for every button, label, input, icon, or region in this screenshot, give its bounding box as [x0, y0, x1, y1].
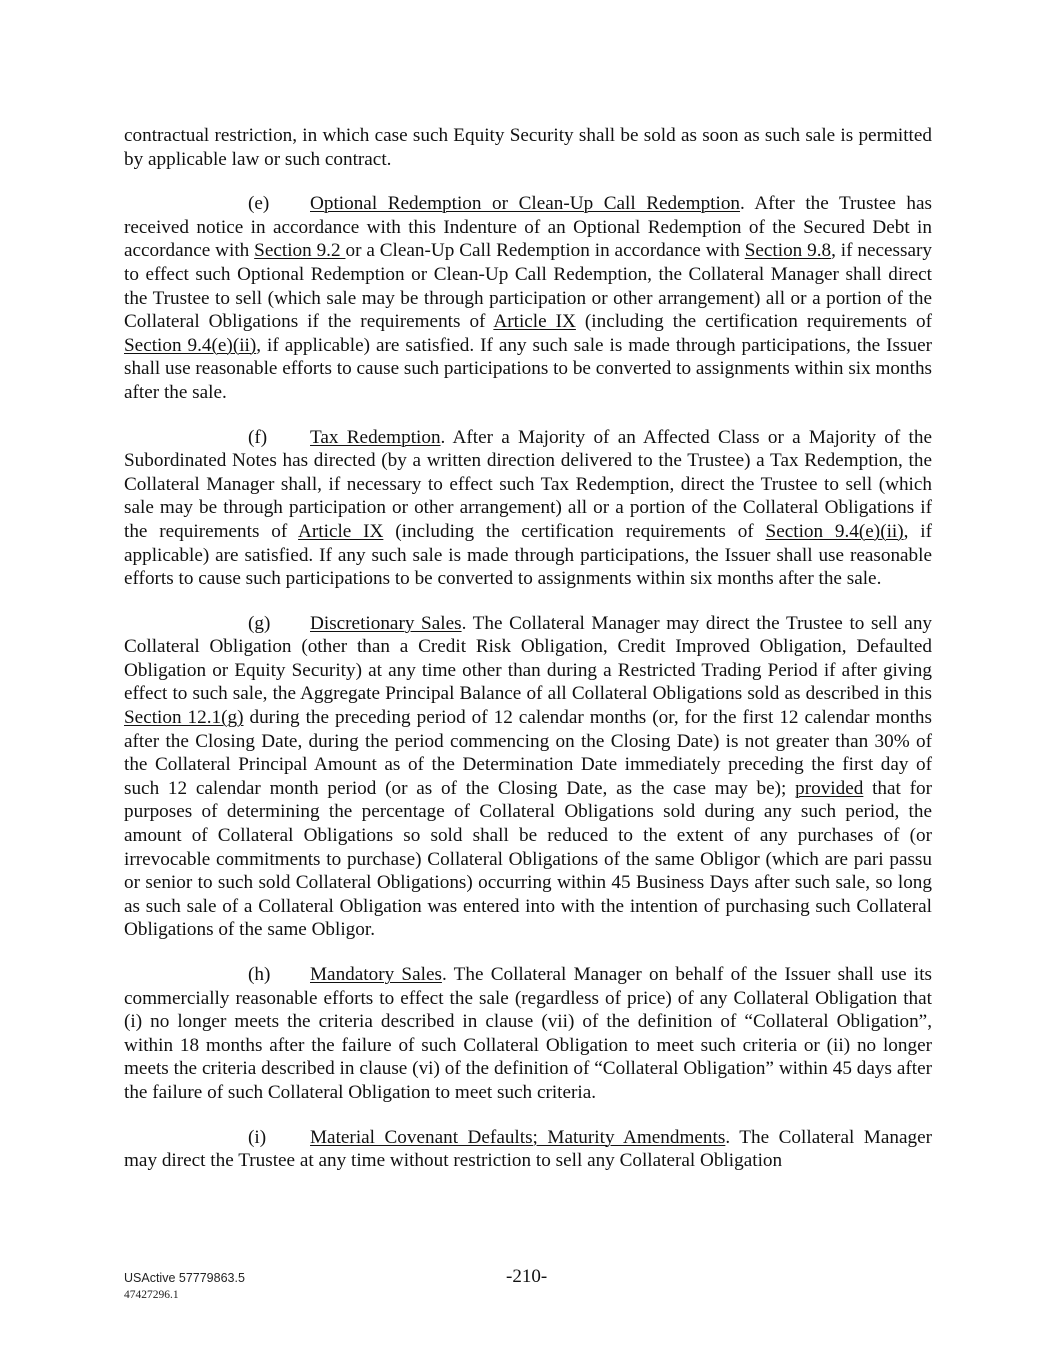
- body-text: (including the certification requirements of: [575, 311, 932, 333]
- cross-reference: Section 9.4(e)(ii): [124, 334, 257, 356]
- section-heading: Discretionary Sales: [310, 612, 462, 634]
- body-text: that for purposes of determining the percentage of Collateral Obligations sold during any such period, the amount of Collateral Obligations so sold shall be reduced to the extent of any purchases of (or irrevocable commitments to purchase) Collateral Obligations of the same Obligor (which are pari passu or senior to such sold Collateral Obligations) occurring within 45 Business Days after such sale, so long as such sale of a Collateral Obligation was entered into with the intention of purchasing such Collateral Obligations of the same Obligor.: [124, 777, 932, 941]
- section-g-paragraph: [124, 612, 932, 942]
- page-number: -210-: [506, 1266, 548, 1287]
- section-label: (f): [248, 426, 268, 448]
- section-heading: Mandatory Sales: [310, 964, 442, 985]
- body-text: , if applicable) are satisfied. If any such sale is made through participations, the Issuer shall use reasonable efforts to cause such participations to be converted to assignments within six months after the sale.: [124, 520, 932, 590]
- continuation-paragraph: [124, 124, 932, 171]
- body-text: . After a Majority of an Affected Class or a Majority of the Subordinated Notes has directed (by a written direction delivered to the Trustee) a Tax Redemption, the Collateral Manager shall, if necessary to effect such Tax Redemption, direct the Trustee to sell (which sale may be through participation or other arrangement) all or a portion of the Collateral Obligations if the requirements of: [124, 426, 932, 542]
- cross-reference: Article IX: [298, 520, 384, 542]
- cross-reference: Section 9.4(e)(ii): [765, 520, 904, 542]
- body-text: during the preceding period of 12 calendar months (or, for the first 12 calendar months after the Closing Date, during the period commencing on the Closing Date) is not greater than 30% of the Collateral Principal Amount as of the Determination Date immediately preceding the first day of such 12 calendar month period (or as of the Closing Date, as the case may be);: [124, 707, 932, 799]
- section-e-paragraph: [124, 192, 932, 404]
- body-text: (including the certification requirements of: [383, 520, 766, 542]
- section-f-paragraph: [124, 426, 932, 591]
- section-heading: Tax Redemption: [310, 426, 441, 448]
- body-text: . The Collateral Manager may direct the Trustee at any time without restriction to sell any Collateral Obligation: [124, 1126, 932, 1172]
- continuation-text: contractual restriction, in which case such Equity Security shall be sold as soon as such sale is permitted by applicable law or such contract.: [124, 125, 932, 170]
- section-label: (g): [248, 612, 271, 634]
- body-text: . The Collateral Manager on behalf of the Issuer shall use its commercially reasonable efforts to effect the sale (regardless of price) of any Collateral Obligation that (i) no longer meets the criteria described in clause (vii) of the definition of “Collateral Obligation”, within 18 months after the failure of such Collateral Obligation to meet such criteria or (ii) no longer meets the criteria described in clause (vi) of the definition of “Collateral Obligation” within 45 days after the failure of such Collateral Obligation to meet such criteria.: [124, 964, 932, 1103]
- cross-reference: Article IX: [493, 311, 576, 333]
- section-heading: Optional Redemption or Clean-Up Call Redemption: [310, 193, 741, 215]
- footer-doc-id-secondary: 47427296.1: [124, 1289, 179, 1301]
- section-label: (e): [248, 193, 270, 215]
- body-text: . The Collateral Manager may direct the Trustee to sell any Collateral Obligation (other than a Credit Risk Obligation, Credit Improved Obligation, Defaulted Obligation or Equity Security) at any time other than during a Restricted Trading Period if after giving effect to such sale, the Aggregate Principal Balance of all Collateral Obligations sold as described in this: [124, 612, 933, 705]
- cross-reference: Section 9.8: [744, 240, 832, 262]
- body-text: or a Clean-Up Call Redemption in accordance with: [345, 240, 745, 262]
- section-h-paragraph: [124, 963, 932, 1105]
- emphasis-provided: provided: [795, 777, 864, 799]
- body-text: , if necessary to effect such Optional Redemption or Clean-Up Call Redemption, the Collateral Manager shall direct the Trustee to sell (which sale may be through participation or other arrangement) all or a portion of the Collateral Obligations if the requirements of: [124, 240, 932, 333]
- section-label: (i): [248, 1126, 267, 1148]
- section-heading: Material Covenant Defaults; Maturity Amendments: [310, 1126, 726, 1148]
- body-text: , if applicable) are satisfied. If any such sale is made through participations, the Issuer shall use reasonable efforts to cause such participations to be converted to assignments within six months after the sale.: [124, 334, 933, 403]
- footer-doc-id: USActive 57779863.5: [124, 1271, 245, 1285]
- section-label: (h): [248, 964, 271, 985]
- document-page: [124, 124, 932, 1194]
- body-text: . After the Trustee has received notice in accordance with this Indenture of an Optional Redemption of the Secured Debt in accordance with: [124, 193, 932, 262]
- cross-reference: Section 12.1(g): [124, 707, 244, 729]
- cross-reference: Section 9.2: [254, 240, 346, 262]
- section-i-paragraph: [124, 1126, 932, 1173]
